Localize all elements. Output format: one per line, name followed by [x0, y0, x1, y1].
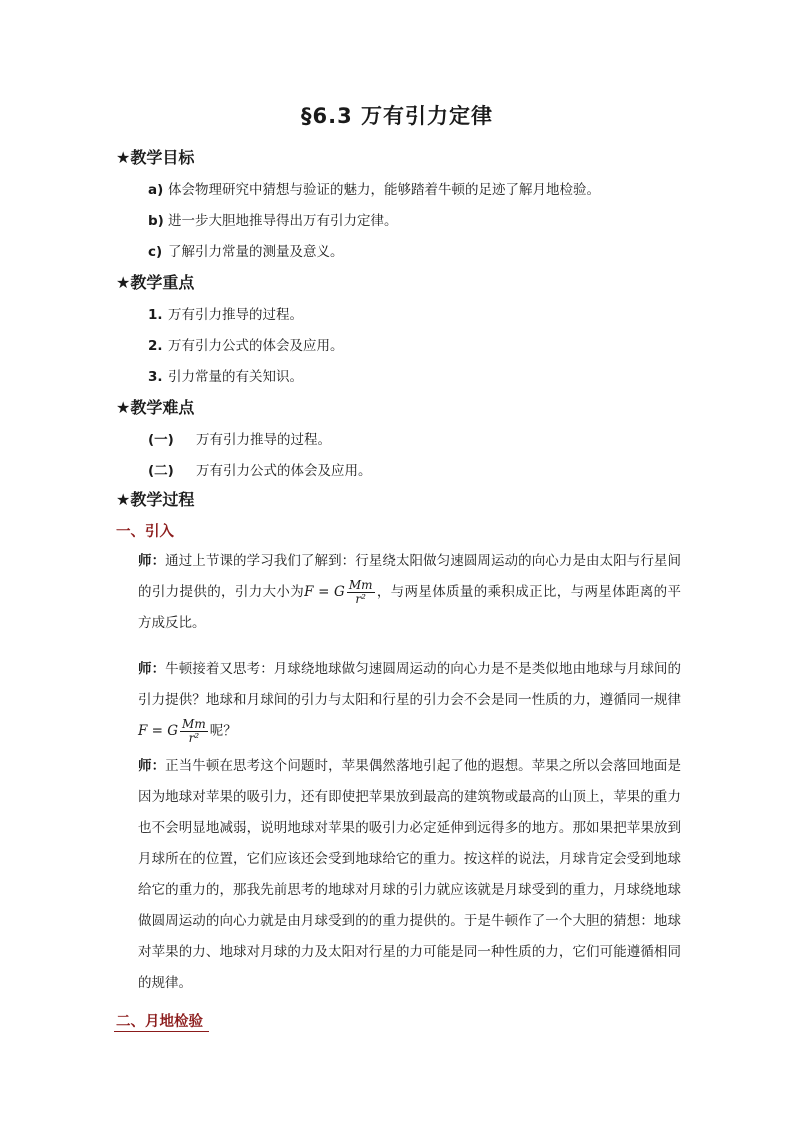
goal-text: 了解引力常量的测量及意义。: [168, 244, 344, 260]
goal-text: 体会物理研究中猜想与验证的魅力，能够踏着牛顿的足迹了解月地检验。: [168, 182, 600, 198]
paragraph-2-text-b: 呢？: [209, 723, 237, 739]
formula-lhs: F = G: [138, 723, 179, 739]
section-underline: [114, 1031, 209, 1032]
speaker-label: 师：: [138, 553, 166, 569]
process-heading: ★教学过程: [116, 490, 195, 509]
section-intro-heading: 一、引入: [116, 524, 174, 540]
formula-fraction: [347, 579, 375, 606]
key-point-marker: 2.: [148, 338, 163, 354]
paragraph-2: [138, 654, 681, 747]
paragraph-3-text: 正当牛顿在思考这个问题时，苹果偶然落地引起了他的遐想。苹果之所以会落回地面是因为地球对苹果的吸引力，还有即使把苹果放到最高的建筑物或最高的山顶上，苹果的重力也不会明显地减弱，说明地球对苹果的吸引力必定延伸到远得多的地方。那如果把苹果放到月球所在的位置，它们应该还会受到地球给它的重力。按这样的说法，月球肯定会受到地球给它的重力的，那我先前思考的地球对月球的引力就应该就是月球受到的重力，月球绕地球做圆周运动的向心力就是由月球受到的的重力提供的。于是牛顿作了一个大胆的猜想：地球对苹果的力、地球对月球的力及太阳对行星的力可能是同一种性质的力，它们可能遵循相同的规律。: [138, 758, 682, 991]
goal-item: [148, 178, 600, 198]
key-point-item: [148, 303, 303, 323]
formula-fraction: [180, 718, 208, 745]
goal-item: [148, 240, 344, 260]
paragraph-1: [138, 546, 681, 639]
key-point-text: 引力常量的有关知识。: [168, 369, 303, 385]
speaker-label: 师：: [138, 758, 166, 774]
key-point-marker: 3.: [148, 369, 163, 385]
goal-item: [148, 209, 398, 229]
formula-denominator: r²: [355, 591, 366, 606]
key-point-item: [148, 365, 303, 385]
key-point-text: 万有引力推导的过程。: [168, 307, 303, 323]
goals-heading: ★教学目标: [116, 148, 195, 167]
key-points-heading: ★教学重点: [116, 273, 195, 292]
difficulty-text: 万有引力推导的过程。: [196, 432, 331, 448]
paragraph-1-text-b: ，与两星体质量的乘积成正比，与两星体距离的平方成反比。: [138, 584, 682, 631]
paragraph-2-text-a: 牛顿接着又思考：月球绕地球做匀速圆周运动的向心力是不是类似地由地球与月球间的引力提供？地球和月球间的引力与太阳和行星的引力会不会是同一性质的力，遵循同一规律: [138, 661, 682, 708]
key-point-marker: 1.: [148, 307, 163, 323]
goal-marker: c): [148, 244, 163, 260]
key-point-item: [148, 334, 344, 354]
speaker-label: 师：: [138, 661, 166, 677]
formula-lhs: F = G: [304, 584, 345, 600]
difficulty-text: 万有引力公式的体会及应用。: [196, 463, 372, 479]
difficulties-heading: ★教学难点: [116, 398, 195, 417]
difficulty-marker: (一): [148, 432, 174, 448]
difficulty-item: [148, 459, 372, 479]
paragraph-3: [138, 751, 681, 999]
formula-numerator: Mm: [348, 577, 373, 592]
formula-denominator: r²: [188, 730, 200, 745]
page-title: §6.3 万有引力定律: [300, 104, 493, 128]
goal-marker: a): [148, 182, 164, 198]
goal-marker: b): [148, 213, 164, 229]
paragraph-1-text-a: 通过上节课的学习我们了解到：行星绕太阳做匀速圆周运动的向心力是由太阳与行星间的引力提供的，引力大小为: [138, 553, 682, 600]
formula-numerator: Mm: [182, 716, 206, 731]
goal-text: 进一步大胆地推导得出万有引力定律。: [168, 213, 398, 229]
section-moon-earth-heading: 二、月地检验: [116, 1014, 203, 1030]
key-point-text: 万有引力公式的体会及应用。: [168, 338, 344, 354]
difficulty-item: [148, 428, 331, 448]
difficulty-marker: (二): [148, 463, 174, 479]
